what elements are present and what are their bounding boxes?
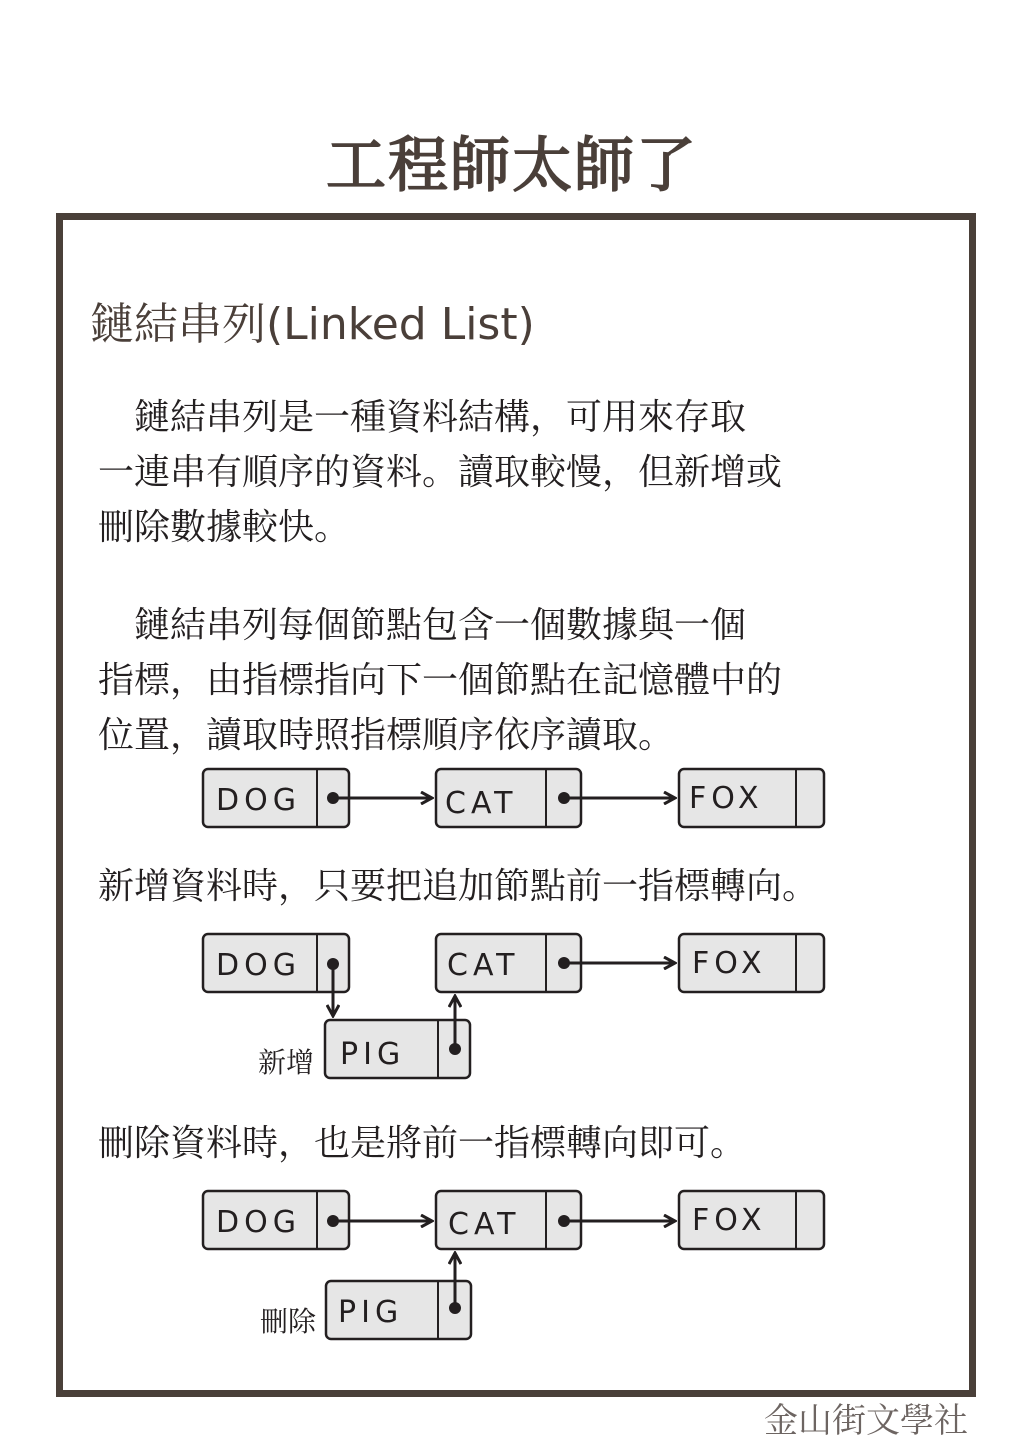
removed-node [326, 1281, 471, 1339]
insert-label: 新增 [258, 1046, 315, 1079]
paragraph-line: 位置，讀取時照指標順序依序讀取。 [98, 715, 675, 756]
delete-label: 刪除 [260, 1305, 317, 1338]
paragraph-line: 一連串有順序的資料。讀取較慢，但新增或 [98, 452, 783, 493]
paragraph-line: 鏈結串列每個節點包含一個數據與一個 [98, 605, 747, 646]
node-label: DOG [216, 948, 301, 983]
paragraph-line: 指標，由指標指向下一個節點在記憶體中的 [98, 660, 783, 701]
paragraph-line: 刪除數據較快。 [98, 507, 351, 548]
list-node [436, 769, 581, 827]
node-label: DOG [216, 1205, 301, 1240]
list-node [203, 934, 349, 992]
list-node [203, 1191, 349, 1249]
node-label: PIG [340, 1037, 406, 1072]
delete-diagram [203, 1191, 824, 1339]
insert-diagram [203, 934, 824, 1079]
node-label: DOG [216, 783, 301, 818]
node-label: FOX [692, 1203, 767, 1238]
node-label: CAT [447, 948, 520, 983]
list-node [203, 769, 349, 827]
list-node [436, 1191, 581, 1249]
list-node [436, 934, 581, 992]
basic-list-diagram [203, 769, 824, 827]
delete-caption: 刪除資料時，也是將前一指標轉向即可。 [98, 1123, 747, 1164]
page-title: 工程師太師了 [326, 131, 698, 201]
list-node [679, 1191, 824, 1249]
list-node [679, 934, 824, 992]
node-label: CAT [445, 786, 518, 821]
paragraph-line: 鏈結串列是一種資料結構，可用來存取 [98, 397, 747, 438]
publisher-name: 金山街文學社 [764, 1401, 968, 1441]
node-label: CAT [448, 1207, 521, 1242]
section-heading: 鏈結串列(Linked List) [90, 299, 535, 350]
new-node [325, 1020, 470, 1078]
insert-caption: 新增資料時，只要把追加節點前一指標轉向。 [98, 866, 819, 907]
list-node [679, 769, 824, 827]
node-label: PIG [338, 1295, 404, 1330]
node-label: FOX [689, 781, 764, 816]
node-label: FOX [692, 946, 767, 981]
